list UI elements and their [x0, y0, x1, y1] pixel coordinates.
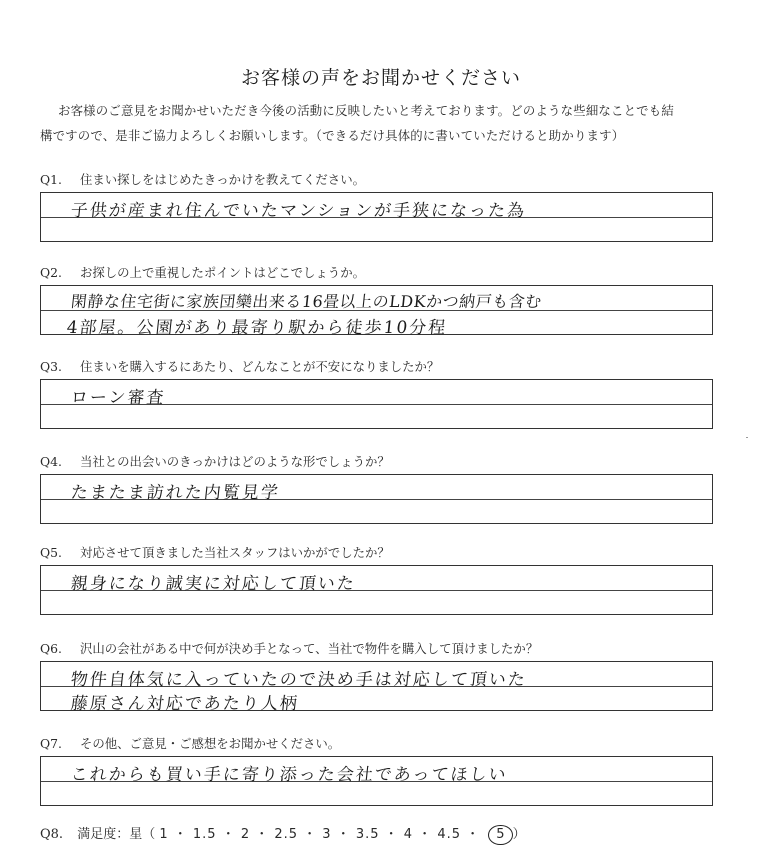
question-text: お探しの上で重視したポイントはどこでしょうか。 [80, 265, 365, 280]
rating-options[interactable]: 1 ・ 1.5 ・ 2 ・ 2.5 ・ 3 ・ 3.5 ・ 4 ・ 4.5 ・ [159, 827, 481, 842]
rating-label: 満足度：星（ [77, 827, 156, 842]
question-number: Q6. [40, 641, 62, 656]
answer-line-1: ローン審査 [69, 388, 167, 408]
question-number: Q4. [40, 454, 62, 469]
answer-box[interactable] [40, 285, 713, 338]
question-3 [40, 359, 720, 429]
scan-mark [746, 437, 748, 438]
question-number: Q2. [40, 265, 62, 280]
question-number: Q8. [40, 827, 64, 842]
question-1 [40, 172, 720, 242]
page-title: お客様の声をお聞かせください [240, 67, 521, 89]
answer-box[interactable] [40, 565, 713, 615]
question-text: 住まい探しをはじめたきっかけを教えてください。 [80, 172, 365, 187]
question-number: Q3. [40, 359, 62, 374]
question-text: 対応させて頂きました当社スタッフはいかがでしたか？ [80, 545, 390, 560]
answer-box[interactable] [40, 661, 713, 714]
intro-text-line-2: 構ですので、是非ご協力よろしくお願いします。（できるだけ具体的に書いていただけると助かります） [40, 128, 625, 143]
question-text: その他、ご意見・ご感想をお聞かせください。 [80, 736, 341, 751]
answer-line-1: 物件自体気に入っていたので決め手は対応して頂いた [69, 670, 528, 690]
question-label [40, 359, 720, 375]
question-number: Q7. [40, 736, 62, 751]
question-number: Q5. [40, 545, 62, 560]
answer-line-2: 藤原さん対応であたり人柄 [69, 694, 300, 714]
question-8-rating [40, 823, 526, 845]
question-text: 住まいを購入するにあたり、どんなことが不安になりましたか？ [80, 359, 440, 374]
rating-close: ） [512, 827, 526, 842]
answer-box[interactable] [40, 756, 713, 806]
answer-box[interactable] [40, 474, 713, 524]
answer-line-1: 子供が産まれ住んでいたマンションが手狭になった為 [69, 201, 528, 221]
question-7 [40, 736, 720, 806]
question-5 [40, 545, 720, 615]
answer-line-2: 4部屋。公園があり最寄り駅から徒歩10分程 [65, 318, 449, 338]
answer-box[interactable] [40, 192, 713, 242]
question-2 [40, 265, 720, 338]
answer-box[interactable] [40, 379, 713, 429]
question-label [40, 736, 720, 752]
answer-line-1: これからも買い手に寄り添った会社であってほしい [69, 765, 509, 785]
question-6 [40, 641, 720, 714]
question-4 [40, 454, 720, 524]
question-label [40, 545, 720, 561]
answer-line-1: 親身になり誠実に対応して頂いた [69, 574, 357, 594]
question-label [40, 641, 720, 657]
rating-selected-circle[interactable]: 5 [488, 825, 512, 845]
question-label [40, 265, 720, 281]
question-text: 当社との出会いのきっかけはどのような形でしょうか？ [80, 454, 390, 469]
intro-text-line-1: お客様のご意見をお聞かせいただき今後の活動に反映したいと考えております。どのような些細なことでも結 [58, 103, 674, 118]
question-text: 沢山の会社がある中で何が決め手となって、当社で物件を購入して頂けましたか？ [80, 641, 539, 656]
question-number: Q1. [40, 172, 62, 187]
answer-line-1: 閑静な住宅街に家族団欒出来る16畳以上のLDKかつ納戸も含む [69, 292, 543, 311]
question-label [40, 172, 720, 188]
answer-line-1: たまたま訪れた内覧見学 [69, 483, 281, 503]
question-label [40, 454, 720, 470]
